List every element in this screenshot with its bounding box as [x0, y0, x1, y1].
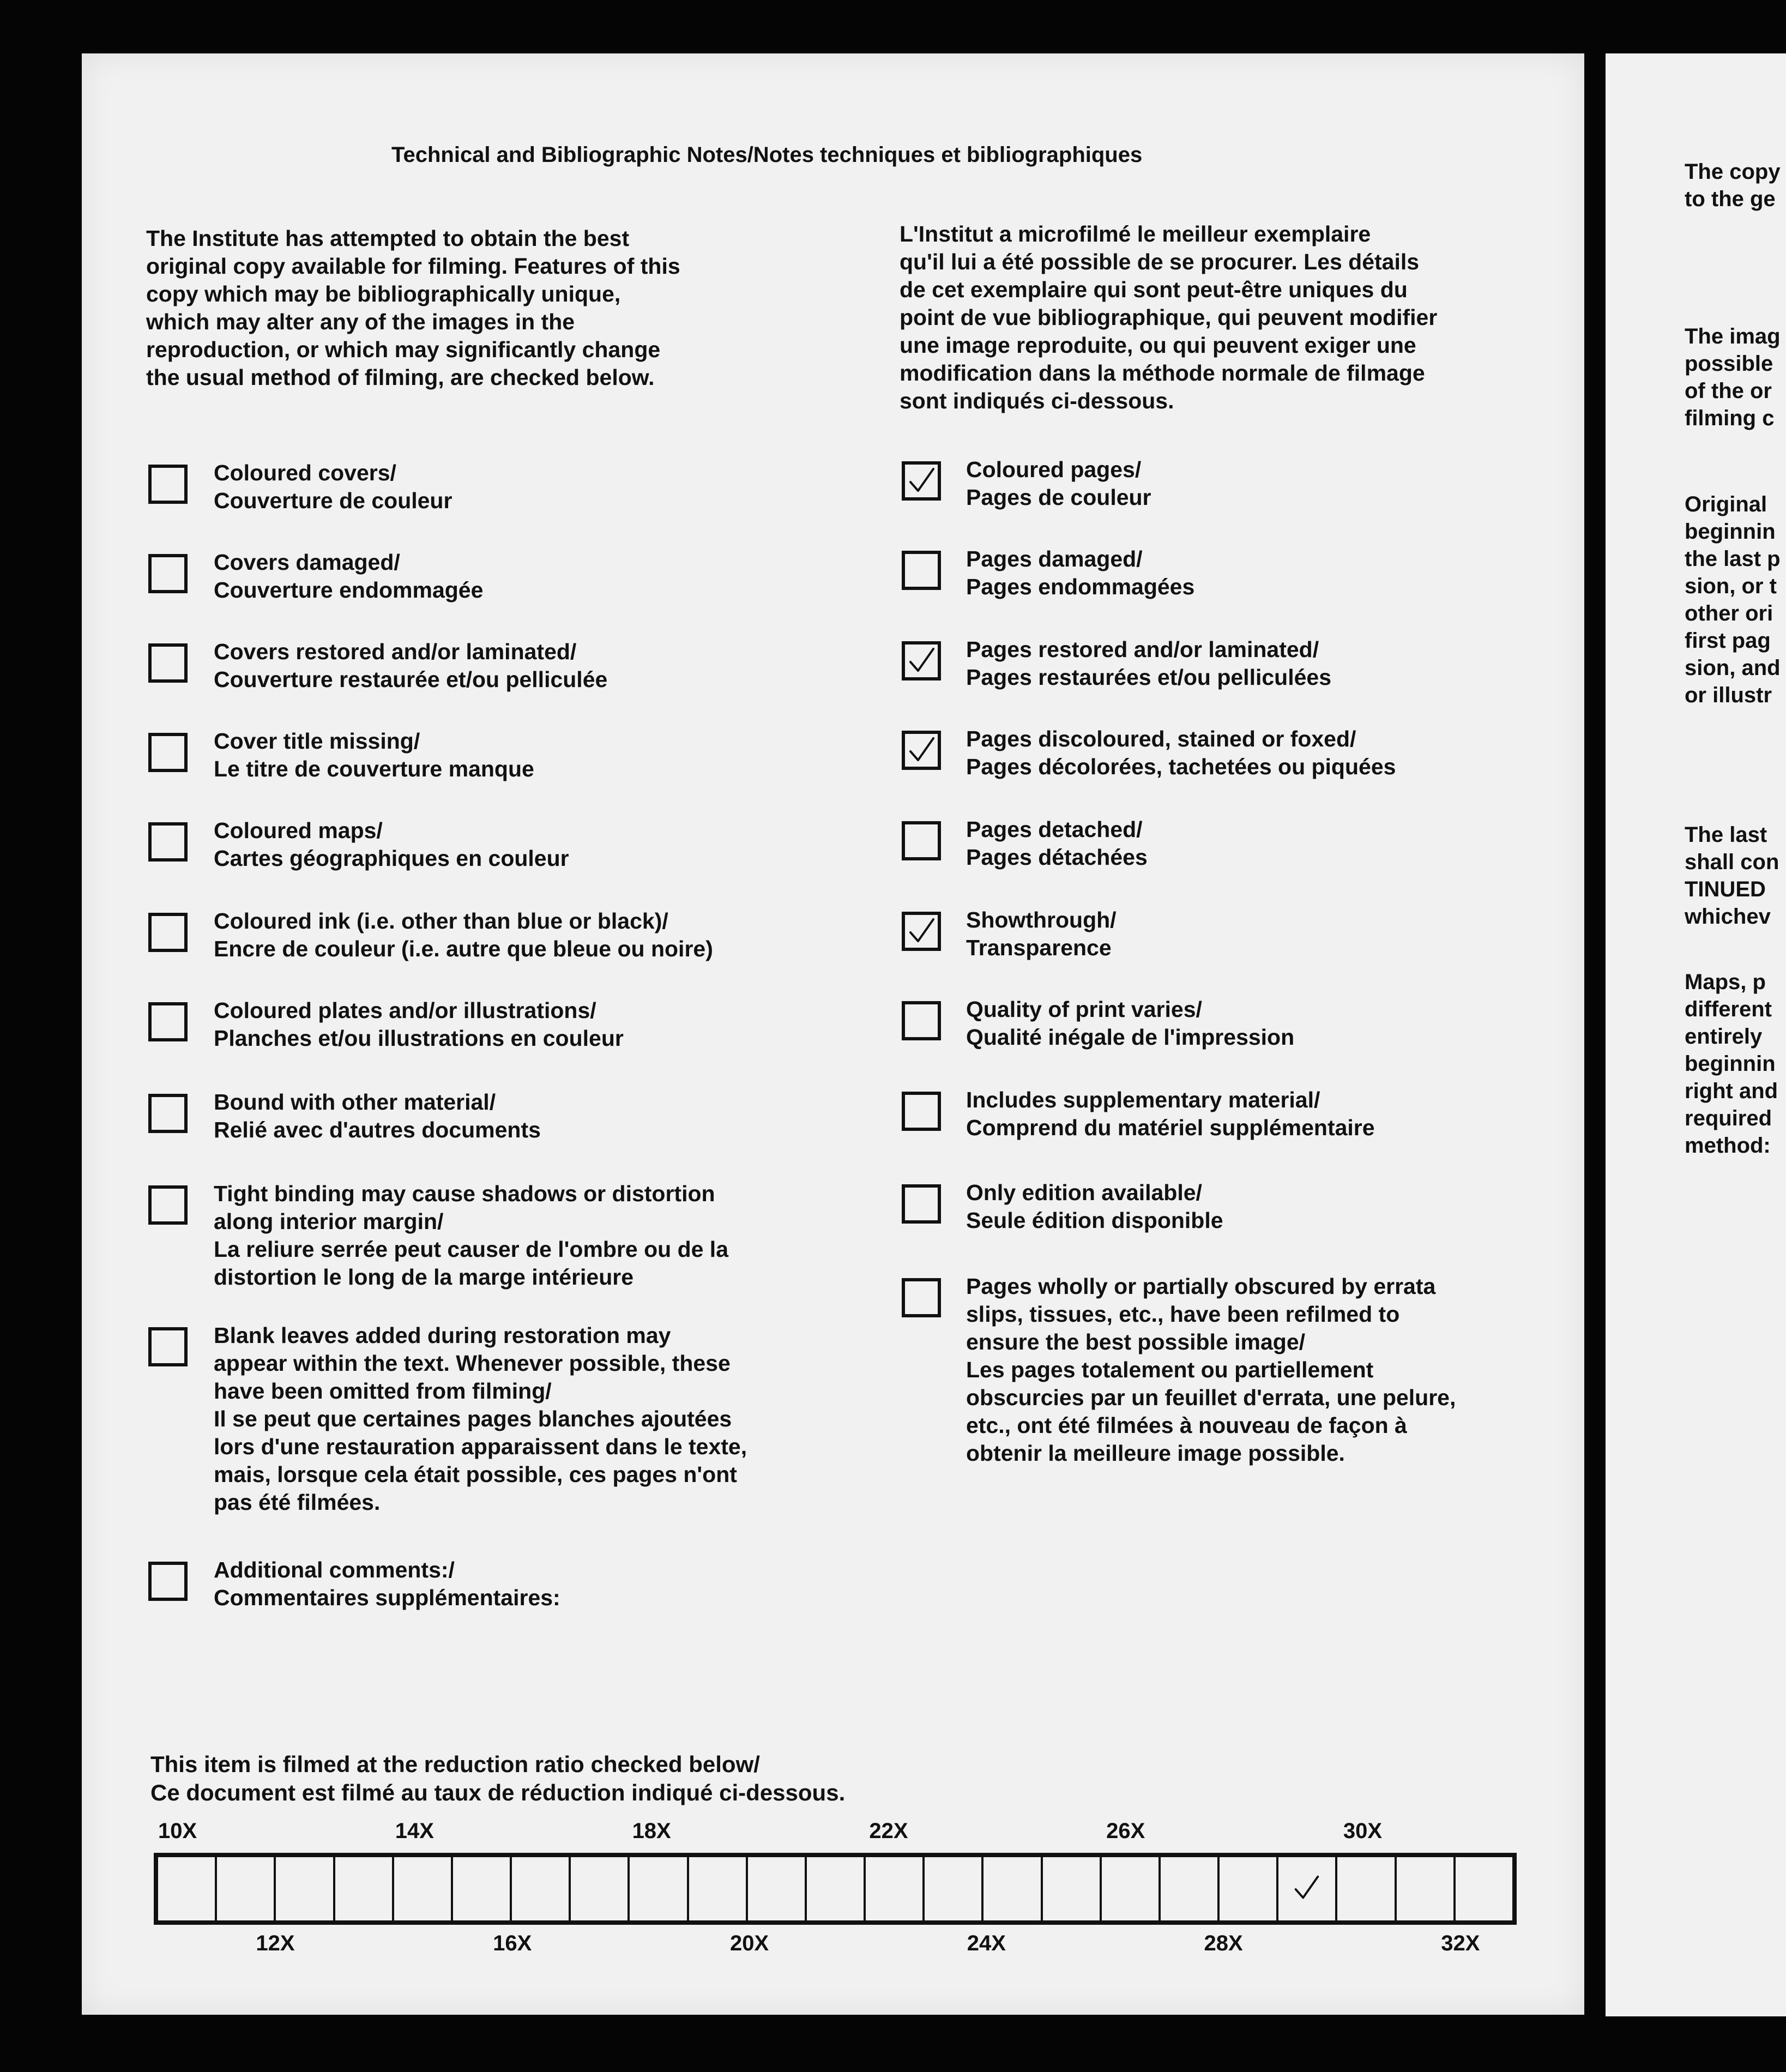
reduction-ratio-note: This item is filmed at the reduction ratio checked below/ Ce document est filmé au taux de réduction indiqué ci-dessous. [150, 1751, 846, 1805]
right-checkbox-label-9: Pages wholly or partially obscured by errata slips, tissues, etc., have been refilmed to ensure the best possible image/ Les pages totalement ou partiellement obscurcies par un feuillet d'errata, une pelure, etc., ont été filmées à nouveau de façon à obtenir la meilleure image possible. [966, 1274, 1456, 1466]
left-checkbox-label-1: Covers damaged/ Couverture endommagée [214, 550, 484, 603]
right-checkbox-1[interactable] [902, 551, 941, 590]
checkmark-icon [905, 915, 938, 948]
left-checkbox-label-2: Covers restored and/or laminated/ Couverture restaurée et/ou pelliculée [214, 639, 608, 692]
ratio-cell-17[interactable] [1161, 1857, 1220, 1920]
ratio-label-bottom-4: 28X [1204, 1931, 1243, 1955]
checkmark-icon [905, 645, 938, 677]
right-checkbox-2[interactable] [902, 641, 941, 680]
intro-french: L'Institut a microfilmé le meilleur exemplaire qu'il lui a été possible de se procurer. Les détails de cet exemplaire qui sont peut-être uniques du point de vue bibliographique, qui peuvent modifier une image reproduite, ou qui peuvent exiger une modification dans la méthode normale de filmage sont indiqués ci-dessous. [900, 221, 1438, 413]
left-checkbox-3[interactable] [148, 733, 188, 772]
right-checkbox-label-2: Pages restored and/or laminated/ Pages restaurées et/ou pelliculées [966, 637, 1331, 690]
right-checkbox-label-7: Includes supplementary material/ Comprend du matériel supplémentaire [966, 1087, 1375, 1140]
checkmark-icon [905, 465, 938, 497]
ratio-cell-19[interactable] [1278, 1857, 1337, 1920]
right-checkbox-5[interactable] [902, 912, 941, 951]
ratio-cell-5[interactable] [453, 1857, 512, 1920]
ratio-label-top-4: 26X [1106, 1819, 1145, 1843]
right-checkbox-0[interactable] [902, 461, 941, 501]
ratio-label-bottom-5: 32X [1441, 1931, 1480, 1955]
left-checkbox-5[interactable] [148, 913, 188, 952]
ratio-cell-22[interactable] [1456, 1857, 1512, 1920]
right-checkbox-label-0: Coloured pages/ Pages de couleur [966, 457, 1151, 510]
ratio-cell-7[interactable] [571, 1857, 630, 1920]
left-checkbox-0[interactable] [148, 465, 188, 504]
ratio-cell-11[interactable] [807, 1857, 866, 1920]
left-checkbox-label-8: Tight binding may cause shadows or distortion along interior margin/ La reliure serrée peut causer de l'ombre ou de la distortion le long de la marge intérieure [214, 1181, 729, 1290]
right-checkbox-label-3: Pages discoloured, stained or foxed/ Pages décolorées, tachetées ou piquées [966, 726, 1396, 779]
adjacent-page-paragraph-4: Maps, p different entirely beginnin right and required method: [1685, 970, 1778, 1158]
ratio-label-top-5: 30X [1343, 1819, 1383, 1843]
right-checkbox-8[interactable] [902, 1184, 941, 1224]
reduction-ratio-grid [154, 1853, 1517, 1925]
adjacent-page-paragraph-0: The copy to the ge [1685, 160, 1781, 211]
ratio-cell-2[interactable] [276, 1857, 335, 1920]
ratio-cell-8[interactable] [630, 1857, 689, 1920]
ratio-cell-6[interactable] [512, 1857, 571, 1920]
ratio-label-bottom-3: 24X [967, 1931, 1006, 1955]
right-checkbox-7[interactable] [902, 1092, 941, 1131]
right-checkbox-label-4: Pages detached/ Pages détachées [966, 817, 1148, 870]
ratio-cell-14[interactable] [983, 1857, 1042, 1920]
left-checkbox-7[interactable] [148, 1094, 188, 1133]
left-checkbox-label-3: Cover title missing/ Le titre de couverture manque [214, 728, 534, 781]
checkmark-icon [905, 734, 938, 767]
right-checkbox-9[interactable] [902, 1278, 941, 1317]
ratio-cell-10[interactable] [748, 1857, 807, 1920]
ratio-cell-13[interactable] [925, 1857, 983, 1920]
ratio-cell-15[interactable] [1043, 1857, 1102, 1920]
ratio-cell-0[interactable] [158, 1857, 217, 1920]
ratio-cell-21[interactable] [1397, 1857, 1456, 1920]
ratio-label-bottom-0: 12X [256, 1931, 295, 1955]
right-checkbox-4[interactable] [902, 821, 941, 860]
intro-english: The Institute has attempted to obtain the best original copy available for filming. Features of this copy which may be bibliographically unique, which may alter any of the images in the reproduction, or which may significantly change the usual method of filming, are checked below. [146, 226, 680, 390]
left-checkbox-6[interactable] [148, 1002, 188, 1041]
right-checkbox-label-1: Pages damaged/ Pages endommagées [966, 546, 1195, 599]
left-checkbox-label-7: Bound with other material/ Relié avec d'autres documents [214, 1089, 541, 1142]
adjacent-page-paragraph-2: Original beginnin the last p sion, or t other ori first pag sion, and or illustr [1685, 492, 1781, 707]
right-checkbox-3[interactable] [902, 731, 941, 770]
ratio-cell-16[interactable] [1102, 1857, 1161, 1920]
ratio-label-bottom-2: 20X [729, 1931, 769, 1955]
right-checkbox-label-8: Only edition available/ Seule édition disponible [966, 1180, 1223, 1233]
ratio-cell-20[interactable] [1337, 1857, 1396, 1920]
ratio-cell-3[interactable] [335, 1857, 394, 1920]
left-checkbox-label-0: Coloured covers/ Couverture de couleur [214, 460, 452, 513]
right-checkbox-label-6: Quality of print varies/ Qualité inégale de l'impression [966, 997, 1295, 1050]
left-checkbox-label-9: Blank leaves added during restoration may appear within the text. Whenever possible, these have been omitted from filming/ Il se peut que certaines pages blanches ajoutées lors d'une restauration apparaissent dans le texte, mais, lorsque cela était possible, ces pages n'ont pas été filmées. [214, 1323, 747, 1515]
left-checkbox-2[interactable] [148, 643, 188, 683]
right-checkbox-label-5: Showthrough/ Transparence [966, 907, 1117, 960]
ratio-cell-12[interactable] [866, 1857, 925, 1920]
left-checkbox-8[interactable] [148, 1185, 188, 1225]
adjacent-page-paragraph-3: The last shall con TINUED whichev [1685, 823, 1779, 929]
right-checkbox-6[interactable] [902, 1001, 941, 1040]
left-checkbox-label-5: Coloured ink (i.e. other than blue or black)/ Encre de couleur (i.e. autre que bleue ou noire) [214, 908, 713, 961]
left-checkbox-4[interactable] [148, 822, 188, 862]
ratio-cell-18[interactable] [1220, 1857, 1278, 1920]
ratio-cell-1[interactable] [217, 1857, 276, 1920]
ratio-cell-9[interactable] [689, 1857, 748, 1920]
checkmark-icon [1290, 1872, 1322, 1904]
ratio-label-bottom-1: 16X [493, 1931, 532, 1955]
page-title: Technical and Bibliographic Notes/Notes techniques et bibliographiques [391, 143, 1143, 167]
ratio-label-top-2: 18X [632, 1819, 671, 1843]
left-checkbox-label-4: Coloured maps/ Cartes géographiques en couleur [214, 818, 569, 871]
left-checkbox-label-10: Additional comments:/ Commentaires supplémentaires: [214, 1557, 560, 1610]
ratio-cell-4[interactable] [394, 1857, 453, 1920]
left-checkbox-9[interactable] [148, 1327, 188, 1366]
left-checkbox-10[interactable] [148, 1562, 188, 1601]
left-checkbox-1[interactable] [148, 554, 188, 593]
ratio-label-top-0: 10X [158, 1819, 197, 1843]
left-checkbox-label-6: Coloured plates and/or illustrations/ Planches et/ou illustrations en couleur [214, 998, 624, 1051]
adjacent-page-paragraph-1: The imag possible of the or filming c [1685, 324, 1781, 430]
ratio-label-top-3: 22X [869, 1819, 908, 1843]
ratio-label-top-1: 14X [395, 1819, 434, 1843]
